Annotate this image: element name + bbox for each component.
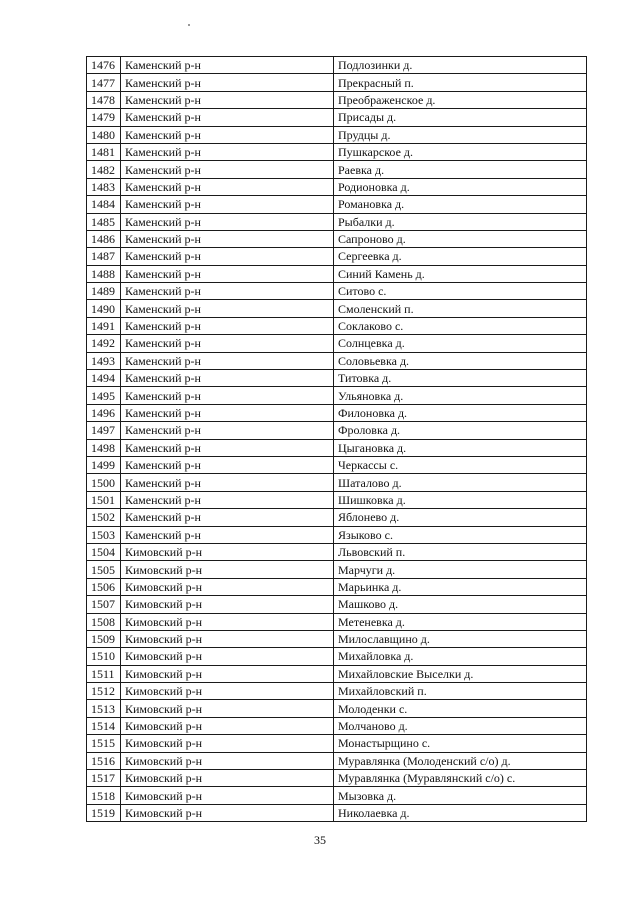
table-row xyxy=(87,387,587,404)
row-number: 1481 xyxy=(87,143,121,160)
settlement-cell: Присады д. xyxy=(334,109,587,126)
settlement-cell: Марчуги д. xyxy=(334,561,587,578)
district-cell: Кимовский р-н xyxy=(121,683,334,700)
district-cell: Каменский р-н xyxy=(121,143,334,160)
row-number: 1497 xyxy=(87,422,121,439)
settlement-cell: Черкассы с. xyxy=(334,456,587,473)
district-cell: Каменский р-н xyxy=(121,161,334,178)
table-row xyxy=(87,630,587,647)
settlement-cell: Молоденки с. xyxy=(334,700,587,717)
table-row xyxy=(87,665,587,682)
table-row xyxy=(87,248,587,265)
row-number: 1485 xyxy=(87,213,121,230)
row-number: 1492 xyxy=(87,335,121,352)
table-row xyxy=(87,196,587,213)
row-number: 1488 xyxy=(87,265,121,282)
district-cell: Каменский р-н xyxy=(121,248,334,265)
row-number: 1513 xyxy=(87,700,121,717)
table-row xyxy=(87,352,587,369)
settlement-cell: Милославщино д. xyxy=(334,630,587,647)
district-cell: Кимовский р-н xyxy=(121,561,334,578)
row-number: 1504 xyxy=(87,543,121,560)
table-row xyxy=(87,648,587,665)
settlement-cell: Муравлянка (Муравлянский с/о) с. xyxy=(334,770,587,787)
table-row xyxy=(87,770,587,787)
row-number: 1519 xyxy=(87,804,121,821)
table-row xyxy=(87,283,587,300)
table-row xyxy=(87,300,587,317)
table-row xyxy=(87,230,587,247)
table-row xyxy=(87,178,587,195)
row-number: 1496 xyxy=(87,404,121,421)
row-number: 1494 xyxy=(87,370,121,387)
table-row xyxy=(87,317,587,334)
settlement-cell: Метеневка д. xyxy=(334,613,587,630)
table-row xyxy=(87,74,587,91)
table-row xyxy=(87,91,587,108)
settlement-cell: Фроловка д. xyxy=(334,422,587,439)
settlement-cell: Молчаново д. xyxy=(334,717,587,734)
district-cell: Кимовский р-н xyxy=(121,630,334,647)
row-number: 1506 xyxy=(87,578,121,595)
table-row xyxy=(87,143,587,160)
settlement-cell: Рыбалки д. xyxy=(334,213,587,230)
settlement-cell: Родионовка д. xyxy=(334,178,587,195)
table-row xyxy=(87,735,587,752)
row-number: 1477 xyxy=(87,74,121,91)
table-row xyxy=(87,161,587,178)
district-cell: Каменский р-н xyxy=(121,57,334,74)
table-row xyxy=(87,474,587,491)
district-cell: Каменский р-н xyxy=(121,422,334,439)
district-cell: Каменский р-н xyxy=(121,491,334,508)
settlement-cell: Сапроново д. xyxy=(334,230,587,247)
settlement-cell: Яблонево д. xyxy=(334,509,587,526)
settlement-cell: Николаевка д. xyxy=(334,804,587,821)
settlement-cell: Михайловка д. xyxy=(334,648,587,665)
district-cell: Каменский р-н xyxy=(121,456,334,473)
table-row xyxy=(87,456,587,473)
settlement-cell: Подлозинки д. xyxy=(334,57,587,74)
settlement-cell: Монастырщино с. xyxy=(334,735,587,752)
settlement-cell: Машково д. xyxy=(334,596,587,613)
table-row xyxy=(87,404,587,421)
settlement-cell: Львовский п. xyxy=(334,543,587,560)
scan-artifact-dot xyxy=(188,24,190,26)
table-row xyxy=(87,370,587,387)
district-cell: Каменский р-н xyxy=(121,474,334,491)
settlement-cell: Цыгановка д. xyxy=(334,439,587,456)
district-cell: Каменский р-н xyxy=(121,126,334,143)
district-cell: Каменский р-н xyxy=(121,509,334,526)
district-cell: Кимовский р-н xyxy=(121,735,334,752)
table-row xyxy=(87,109,587,126)
district-cell: Каменский р-н xyxy=(121,109,334,126)
table-row xyxy=(87,752,587,769)
table-row xyxy=(87,717,587,734)
row-number: 1501 xyxy=(87,491,121,508)
row-number: 1503 xyxy=(87,526,121,543)
row-number: 1484 xyxy=(87,196,121,213)
settlement-cell: Михайловские Выселки д. xyxy=(334,665,587,682)
row-number: 1491 xyxy=(87,317,121,334)
settlement-cell: Шаталово д. xyxy=(334,474,587,491)
settlement-cell: Шишковка д. xyxy=(334,491,587,508)
row-number: 1507 xyxy=(87,596,121,613)
settlement-cell: Раевка д. xyxy=(334,161,587,178)
settlement-cell: Синий Камень д. xyxy=(334,265,587,282)
settlement-cell: Марьинка д. xyxy=(334,578,587,595)
row-number: 1518 xyxy=(87,787,121,804)
row-number: 1512 xyxy=(87,683,121,700)
district-cell: Кимовский р-н xyxy=(121,787,334,804)
row-number: 1489 xyxy=(87,283,121,300)
row-number: 1495 xyxy=(87,387,121,404)
table-row xyxy=(87,265,587,282)
settlement-cell: Солнцевка д. xyxy=(334,335,587,352)
district-cell: Кимовский р-н xyxy=(121,613,334,630)
row-number: 1480 xyxy=(87,126,121,143)
settlement-cell: Мызовка д. xyxy=(334,787,587,804)
table-row xyxy=(87,787,587,804)
table-row xyxy=(87,543,587,560)
table-row xyxy=(87,804,587,821)
district-cell: Кимовский р-н xyxy=(121,700,334,717)
district-cell: Каменский р-н xyxy=(121,370,334,387)
district-cell: Каменский р-н xyxy=(121,335,334,352)
settlement-cell: Сергеевка д. xyxy=(334,248,587,265)
district-cell: Каменский р-н xyxy=(121,439,334,456)
district-cell: Каменский р-н xyxy=(121,213,334,230)
page-number: 35 xyxy=(314,833,326,847)
settlement-cell: Соловьевка д. xyxy=(334,352,587,369)
row-number: 1509 xyxy=(87,630,121,647)
district-cell: Каменский р-н xyxy=(121,265,334,282)
settlement-cell: Прекрасный п. xyxy=(334,74,587,91)
row-number: 1478 xyxy=(87,91,121,108)
row-number: 1487 xyxy=(87,248,121,265)
row-number: 1490 xyxy=(87,300,121,317)
row-number: 1502 xyxy=(87,509,121,526)
row-number: 1486 xyxy=(87,230,121,247)
table-row xyxy=(87,57,587,74)
district-cell: Кимовский р-н xyxy=(121,717,334,734)
settlements-table xyxy=(86,56,587,822)
row-number: 1505 xyxy=(87,561,121,578)
district-cell: Кимовский р-н xyxy=(121,770,334,787)
settlement-cell: Муравлянка (Молоденский с/о) д. xyxy=(334,752,587,769)
row-number: 1508 xyxy=(87,613,121,630)
district-cell: Кимовский р-н xyxy=(121,804,334,821)
table-row xyxy=(87,422,587,439)
district-cell: Кимовский р-н xyxy=(121,578,334,595)
table-row xyxy=(87,526,587,543)
row-number: 1498 xyxy=(87,439,121,456)
district-cell: Каменский р-н xyxy=(121,91,334,108)
district-cell: Каменский р-н xyxy=(121,352,334,369)
table-row xyxy=(87,561,587,578)
table-row xyxy=(87,213,587,230)
table-row xyxy=(87,126,587,143)
table-row xyxy=(87,509,587,526)
row-number: 1517 xyxy=(87,770,121,787)
settlement-cell: Ситово с. xyxy=(334,283,587,300)
table-row xyxy=(87,439,587,456)
district-cell: Каменский р-н xyxy=(121,196,334,213)
district-cell: Кимовский р-н xyxy=(121,543,334,560)
row-number: 1510 xyxy=(87,648,121,665)
district-cell: Каменский р-н xyxy=(121,74,334,91)
row-number: 1483 xyxy=(87,178,121,195)
row-number: 1493 xyxy=(87,352,121,369)
district-cell: Каменский р-н xyxy=(121,387,334,404)
table-row xyxy=(87,700,587,717)
row-number: 1482 xyxy=(87,161,121,178)
row-number: 1511 xyxy=(87,665,121,682)
row-number: 1514 xyxy=(87,717,121,734)
table-body xyxy=(87,57,587,822)
district-cell: Каменский р-н xyxy=(121,230,334,247)
settlement-cell: Преображенское д. xyxy=(334,91,587,108)
district-cell: Каменский р-н xyxy=(121,178,334,195)
table-row xyxy=(87,613,587,630)
district-cell: Каменский р-н xyxy=(121,404,334,421)
settlement-cell: Филоновка д. xyxy=(334,404,587,421)
settlement-cell: Михайловский п. xyxy=(334,683,587,700)
row-number: 1476 xyxy=(87,57,121,74)
table-row xyxy=(87,335,587,352)
settlement-cell: Языково с. xyxy=(334,526,587,543)
settlement-cell: Смоленский п. xyxy=(334,300,587,317)
settlement-cell: Титовка д. xyxy=(334,370,587,387)
table-row xyxy=(87,578,587,595)
settlement-cell: Пушкарское д. xyxy=(334,143,587,160)
settlement-cell: Ульяновка д. xyxy=(334,387,587,404)
settlement-cell: Прудцы д. xyxy=(334,126,587,143)
district-cell: Каменский р-н xyxy=(121,300,334,317)
table-row xyxy=(87,683,587,700)
district-cell: Каменский р-н xyxy=(121,283,334,300)
settlement-cell: Соклаково с. xyxy=(334,317,587,334)
district-cell: Каменский р-н xyxy=(121,317,334,334)
row-number: 1479 xyxy=(87,109,121,126)
district-cell: Кимовский р-н xyxy=(121,665,334,682)
table-row xyxy=(87,596,587,613)
row-number: 1515 xyxy=(87,735,121,752)
district-cell: Кимовский р-н xyxy=(121,752,334,769)
district-cell: Каменский р-н xyxy=(121,526,334,543)
row-number: 1500 xyxy=(87,474,121,491)
district-cell: Кимовский р-н xyxy=(121,596,334,613)
row-number: 1499 xyxy=(87,456,121,473)
settlement-cell: Романовка д. xyxy=(334,196,587,213)
table-row xyxy=(87,491,587,508)
district-cell: Кимовский р-н xyxy=(121,648,334,665)
row-number: 1516 xyxy=(87,752,121,769)
